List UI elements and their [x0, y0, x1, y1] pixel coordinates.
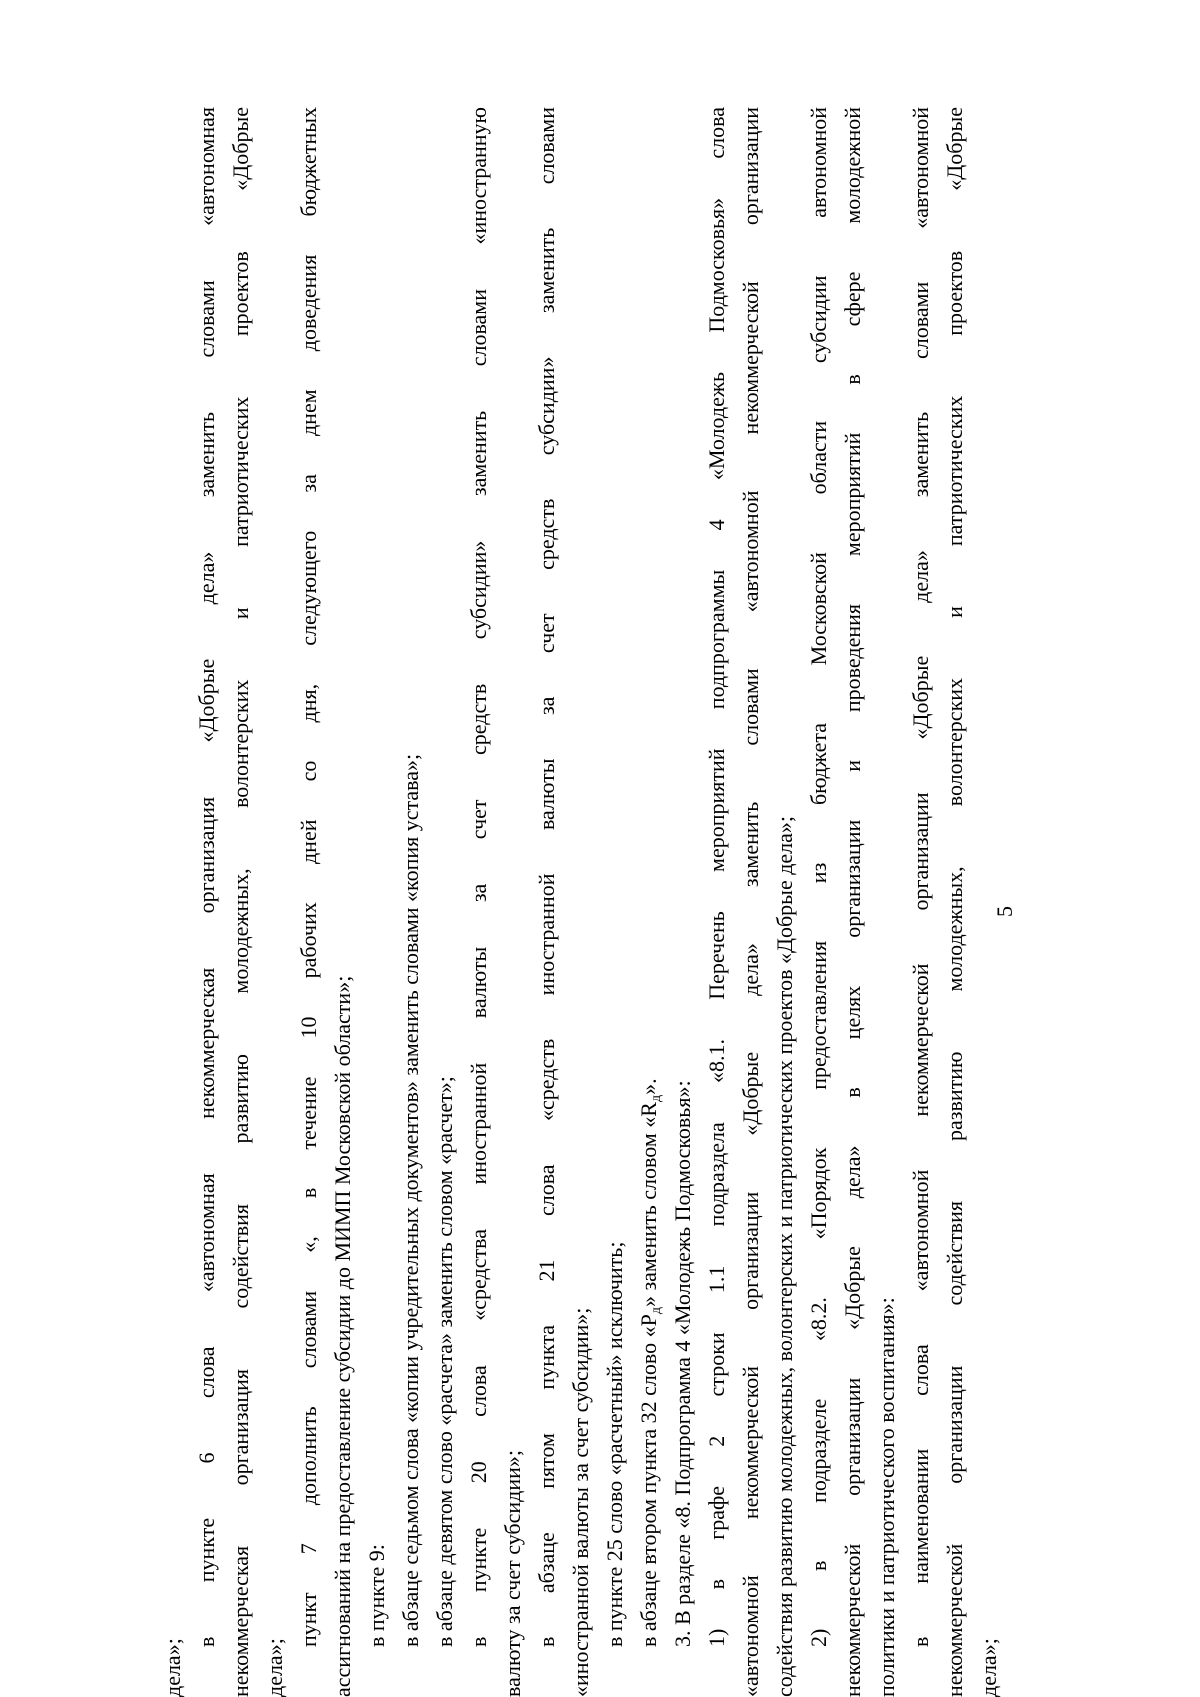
text-line: в абзаце девятом слово «расчета» заменить словом «расчет»;: [432, 1076, 457, 1647]
page-number: 5: [992, 906, 1017, 917]
text-line: содействия развитию молодежных, волонтерских и патриотических проектов «Добрые дела»;: [772, 815, 797, 1697]
text-line: «иностранной валюты за счет субсидии»;: [568, 1307, 593, 1697]
text-line: политики и патриотического воспитания»:: [874, 1297, 899, 1697]
text-line: дела»;: [262, 1638, 287, 1697]
text-line: в пункте 9:: [364, 1544, 389, 1647]
text-line: в пункте 20 слова «средства иностранной валюты за счет средств субсидии» заменить словами «иностранную: [466, 107, 491, 1647]
text-line: некоммерческой организации содействия развитию молодежных, волонтерских и патриотических проектов «Добрые: [942, 107, 967, 1697]
text-line: в наименовании слова «автономной некоммерческой организации «Добрые дела» заменить словами «автономной: [908, 107, 933, 1647]
text-line: валюту за счет субсидии»;: [500, 1450, 525, 1697]
text-line: «автономной некоммерческой организации «Добрые дела» заменить словами «автономной некоммерческой организации: [738, 107, 763, 1697]
text-line: в абзаце втором пункта 32 слово «$Р_д$» заменить словом «$R_д$».: [636, 1078, 664, 1647]
text-line: в абзаце седьмом слова «копии учредительных документов» заменить словами «копия устава»;: [398, 753, 423, 1647]
text-line: 3. В разделе «8. Подпрограмма 4 «Молодежь Подмосковья»:: [670, 1080, 695, 1647]
rotated-text-body: [160, 107, 1060, 1697]
text-line: в пункте 6 слова «автономная некоммерческая организация «Добрые дела» заменить словами «автономная: [194, 107, 219, 1647]
text-line: ассигнований на предоставление субсидии до МИМП Московской области»;: [330, 975, 355, 1697]
text-line: в абзаце пятом пункта 21 слова «средств иностранной валюты за счет средств субсидии» заменить словами: [534, 107, 559, 1647]
text-line: некоммерческая организация содействия развитию молодежных, волонтерских и патриотических проектов «Добрые: [228, 107, 253, 1697]
text-line: в пункте 25 слово «расчетный» исключить;: [602, 1241, 627, 1647]
text-line: 1) в графе 2 строки 1.1 подраздела «8.1. Перечень мероприятий подпрограммы 4 «Молодежь Подмосковья» слова: [704, 107, 729, 1647]
text-line: пункт 7 дополнить словами «, в течение 10 рабочих дней со дня, следующего за днем доведения бюджетных: [296, 107, 321, 1647]
text-line: дела»;: [976, 1638, 1001, 1697]
text-line: некоммерческой организации «Добрые дела» в целях организации и проведения мероприятий в сфере молодежной: [840, 107, 865, 1697]
text-line: 2) в подразделе «8.2. «Порядок предоставления из бюджета Московской области субсидии автономной: [806, 107, 831, 1647]
text-line: дела»;: [160, 1638, 185, 1697]
